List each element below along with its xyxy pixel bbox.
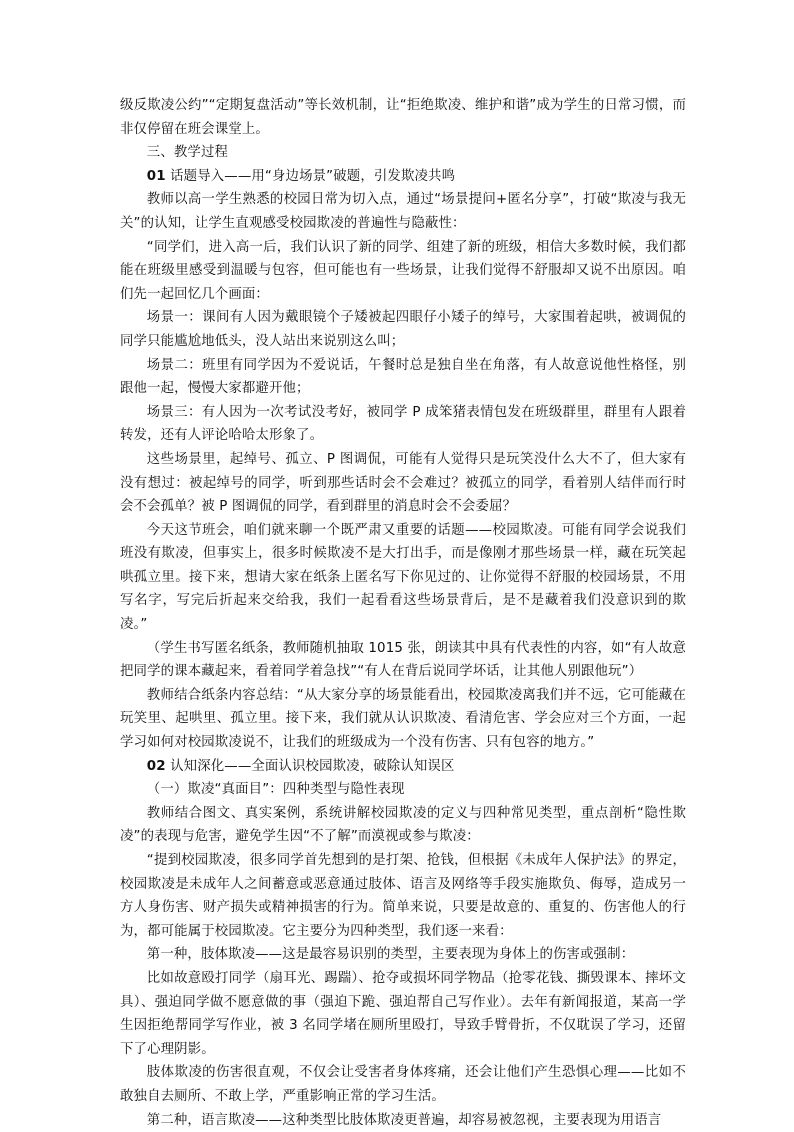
step-number: 01 (146, 168, 166, 184)
section-heading-teaching-process: 三、教学过程 (146, 145, 229, 161)
paragraph-activity-note: （学生书写匿名纸条，教师随机抽取 1015 张，朗读其中具有代表性的内容，如“有人故意把同学的课本藏起来，看着同学着急找”“有人在背后说同学坏话，让其他人别跟他玩”） (120, 640, 686, 680)
paragraph-type-1-harm: 肢体欺凌的伤害很直观，不仅会让受害者身体疼痛，还会让他们产生恐惧心理——比如不敢独自去厕所、不敢上学，严重影响正常的学习生活。 (120, 1065, 686, 1104)
document-body (120, 94, 686, 1132)
step-heading-02: 02 认知深化——全面认识校园欺凌，破除认知误区 (146, 758, 455, 774)
paragraph-type-1-example: 比如故意殴打同学（扇耳光、踢踹）、抢夺或损坏同学物品（抢零花钱、撕毁课本、摔坏文具）、强迫同学做不愿意做的事（强迫下跪、强迫帮自己写作业）。去年有新闻报道，某高一学生因拒绝帮同学写作业，被 3 名同学堵在厕所里殴打，导致手臂骨折，不仅耽误了学习，还留下了心理阴影。 (120, 970, 686, 1057)
step-heading-01: 01 话题导入——用“身边场景”破题，引发欺凌共鸣 (146, 168, 456, 184)
subheading-bullying-types: （一）欺凌“真面目”：四种类型与隐性表现 (146, 782, 405, 798)
paragraph-scene-1: 场景一：课间有人因为戴眼镜个子矮被起四眼仔小矮子的绰号，大家围着起哄，被调侃的同学只能尴尬地低头，没人站出来说别这么叫； (120, 310, 686, 349)
paragraph-definition: “提到校园欺凌，很多同学首先想到的是打架、抢钱，但根据《未成年人保护法》的界定，校园欺凌是未成年人之间蓄意或恶意通过肢体、语言及网络等手段实施欺负、侮辱，造成另一方人身伤害、财产损失或精神损害的行为。简单来说，只要是故意的、重复的、伤害他人的行为，都可能属于校园欺凌。它主要分为四种类型，我们逐一来看： (120, 853, 686, 939)
paragraph-method: 教师结合图文、真实案例，系统讲解校园欺凌的定义与四种常见类型，重点剖析“隐性欺凌”的表现与危害，避免学生因“不了解”而漠视或参与欺凌： (120, 805, 686, 845)
paragraph-continuation: 级反欺凌公约”“定期复盘活动”等长效机制，让“拒绝欺凌、维护和谐”成为学生的日常习惯，而非仅停留在班会课堂上。 (120, 98, 686, 137)
step-number: 02 (146, 758, 166, 774)
paragraph-today-topic: 今天这节班会，咱们就来聊一个既严肃又重要的话题——校园欺凌。可能有同学会说我们班没有欺凌，但事实上，很多时候欺凌不是大打出手，而是像刚才那些场景一样，藏在玩笑起哄孤立里。接下来，想请大家在纸条上匿名写下你见过的、让你觉得不舒服的校园场景，不用写名字，写完后折起来交给我，我们一起看看这些场景背后，是不是藏着我们没意识到的欺凌。” (120, 522, 686, 633)
paragraph-quote-opening: “同学们，进入高一后，我们认识了新的同学、组建了新的班级，相信大多数时候，我们都能在班级里感受到温暖与包容，但可能也有一些场景，让我们觉得不舒服却又说不出原因。咱们先一起回忆几个画面： (120, 239, 686, 302)
paragraph-scene-2: 场景二：班里有同学因为不爱说话，午餐时总是独自坐在角落，有人故意说他性格怪，别跟他一起，慢慢大家都避开他； (120, 357, 686, 397)
paragraph-summary: 教师结合纸条内容总结：“从大家分享的场景能看出，校园欺凌离我们并不远，它可能藏在玩笑里、起哄里、孤立里。接下来，我们就从认识欺凌、看清危害、学会应对三个方面，一起学习如何对校园欺凌说不，让我们的班级成为一个没有伤害、只有包容的地方。” (120, 687, 686, 751)
paragraph-type-2: 第二种，语言欺凌——这种类型比肢体欺凌更普遍，却容易被忽视，主要表现为用语言 (146, 1112, 662, 1128)
paragraph-scene-3: 场景三：有人因为一次考试没考好，被同学 P 成笨猪表情包发在班级群里，群里有人跟着转发，还有人评论哈哈太形象了。 (120, 404, 686, 444)
paragraph-type-1: 第一种，肢体欺凌——这是最容易识别的类型，主要表现为身体上的伤害或强制： (146, 947, 635, 963)
paragraph-reflection: 这些场景里，起绰号、孤立、P 图调侃，可能有人觉得只是玩笑没什么大不了，但大家有没有想过：被起绰号的同学，听到那些话时会不会难过？被孤立的同学，看着别人结伴而行时会不会孤单？被 P 图调侃的同学，看到群里的消息时会不会委屈？ (120, 451, 686, 515)
paragraph-intro: 教师以高一学生熟悉的校园日常为切入点，通过“场景提问+匿名分享”，打破“欺凌与我无关”的认知，让学生直观感受校园欺凌的普遍性与隐蔽性： (120, 192, 686, 231)
